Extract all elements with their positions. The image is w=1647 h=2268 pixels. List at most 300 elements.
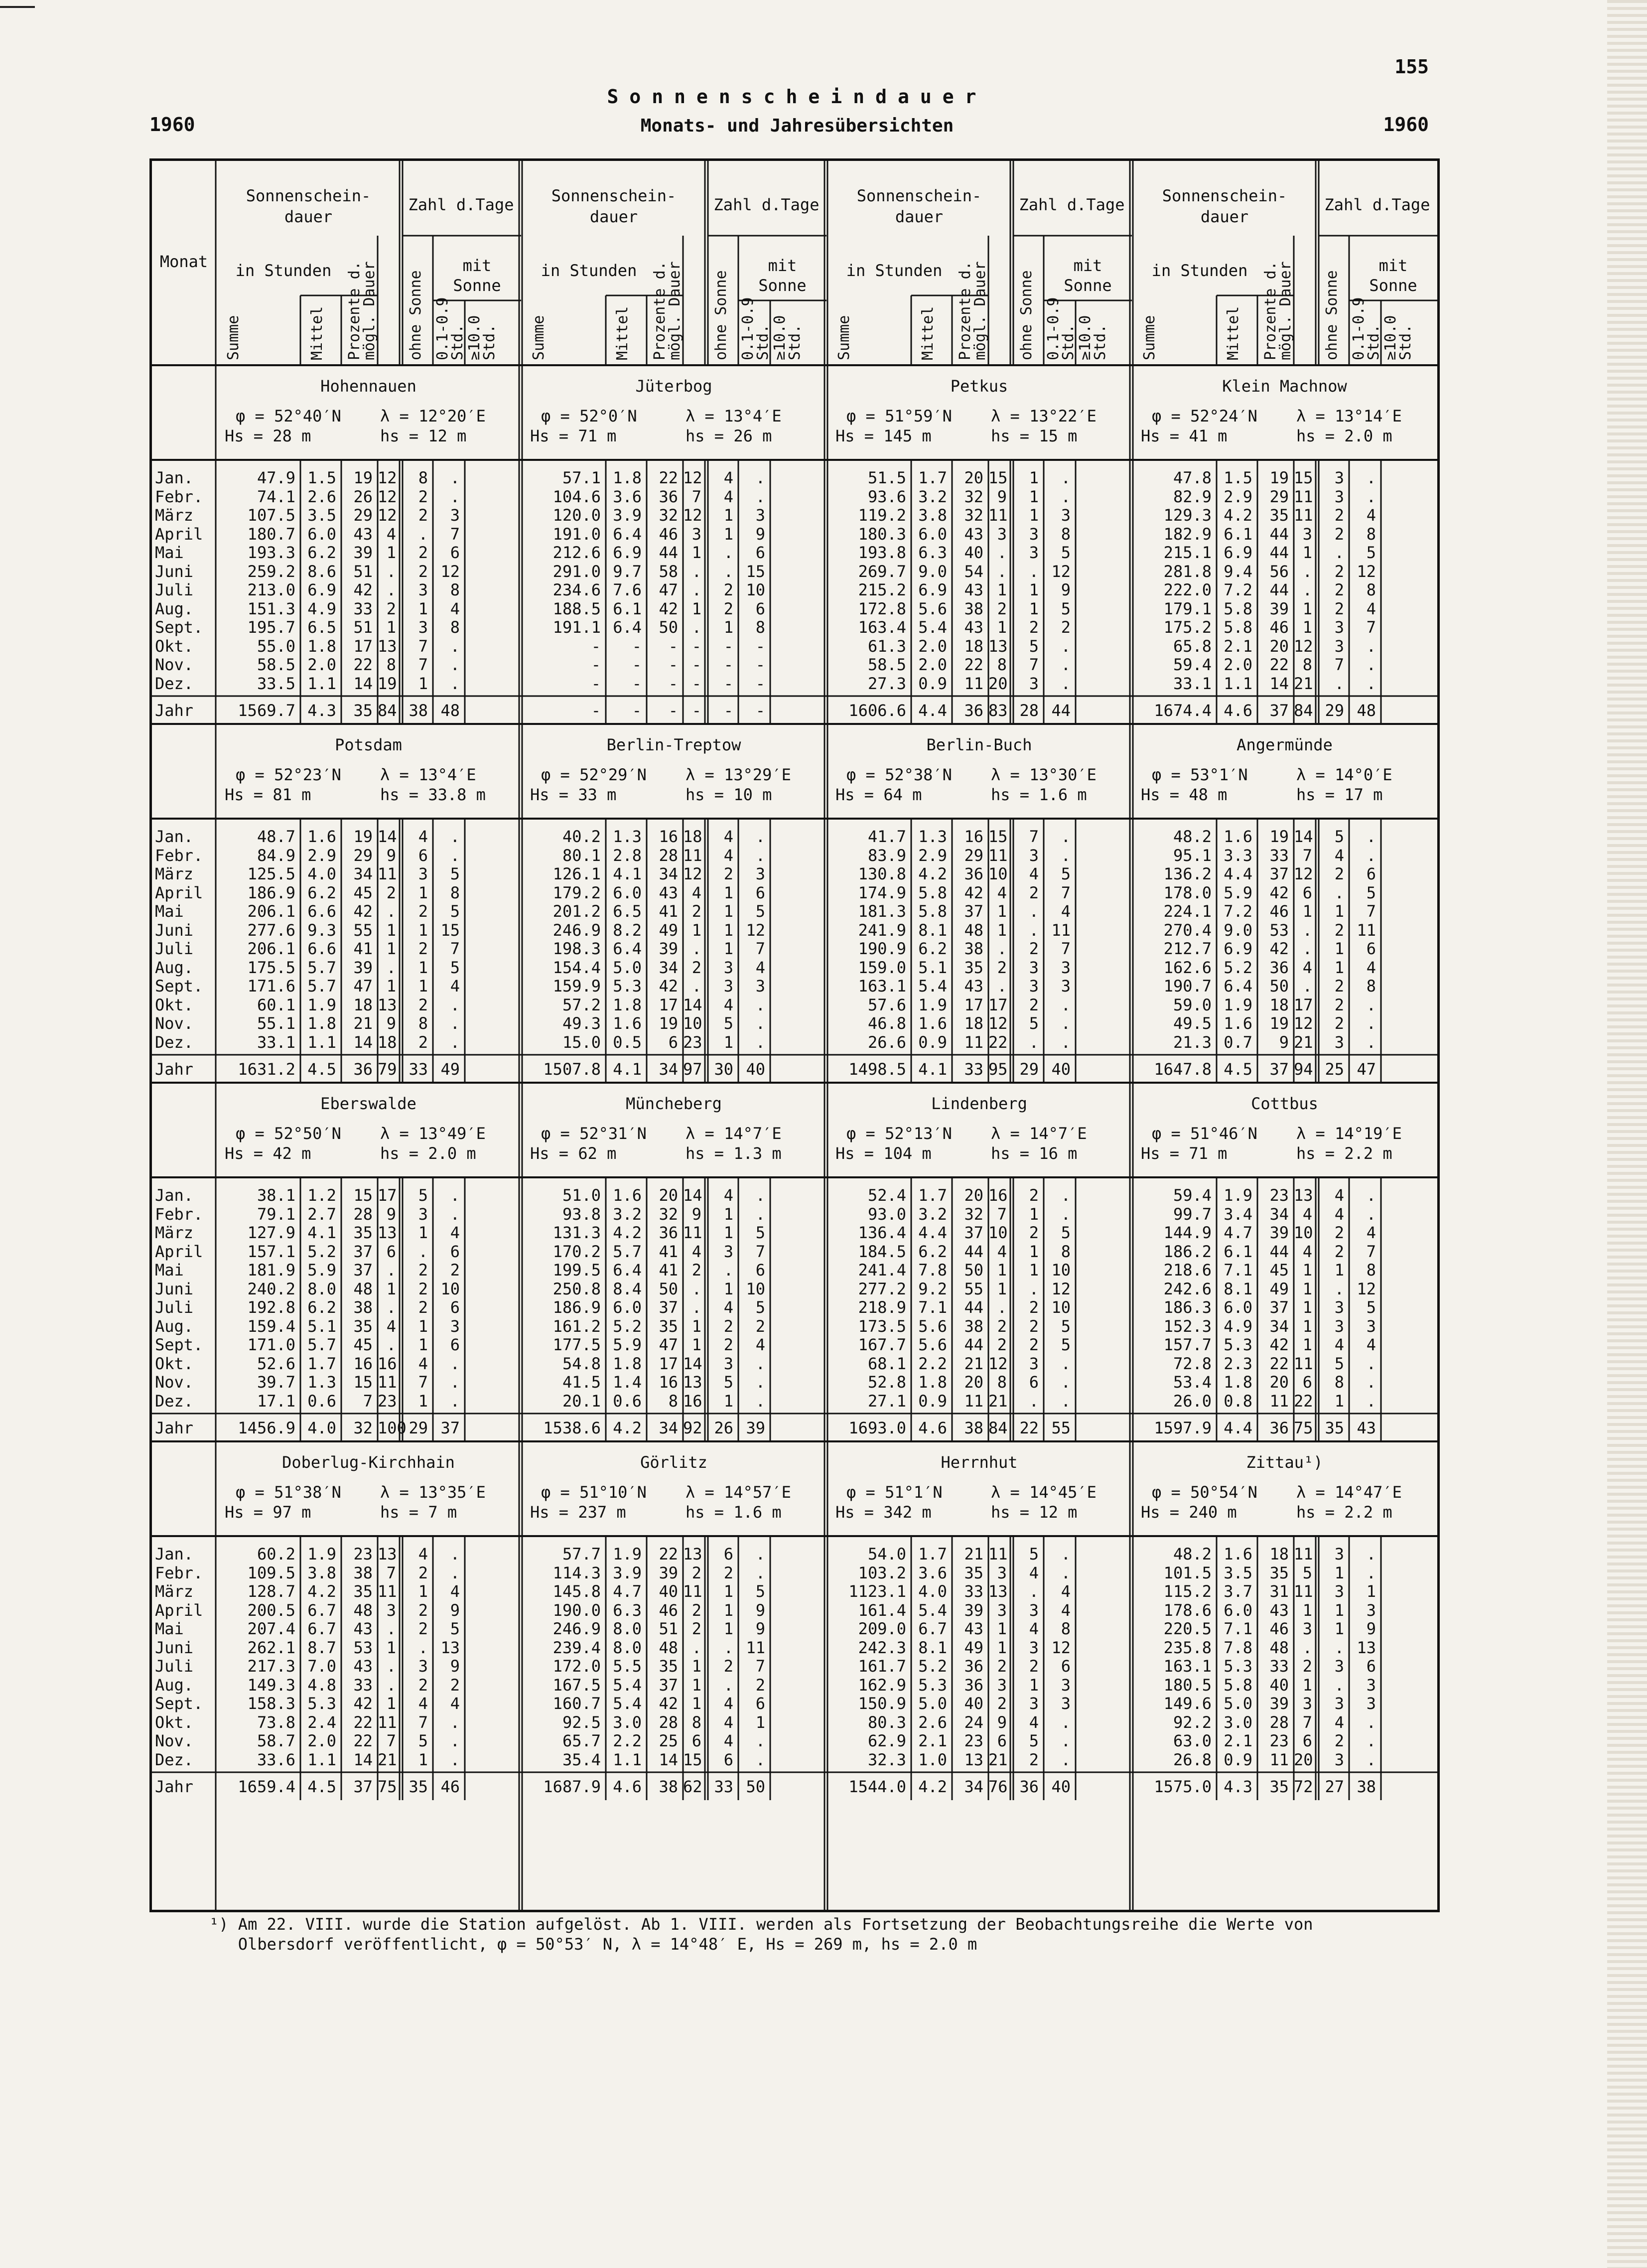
- data-cell: 1: [418, 958, 428, 977]
- data-cell: 15: [683, 1750, 702, 1769]
- data-cell: 1.6: [1224, 1014, 1252, 1033]
- data-cell: 2.8: [613, 846, 642, 865]
- data-cell: 12: [683, 506, 702, 525]
- data-cell: 36: [964, 1675, 983, 1695]
- data-cell: 2: [1334, 1242, 1344, 1261]
- data-cell: 33.5: [257, 674, 295, 693]
- jahr-cell: 4.1: [918, 1060, 947, 1079]
- data-cell: 6: [450, 1242, 460, 1261]
- data-cell: 2: [1029, 1750, 1039, 1769]
- data-cell: 161.2: [552, 1316, 601, 1336]
- data-cell: 191.0: [552, 524, 601, 544]
- data-cell: .: [1366, 1750, 1376, 1769]
- data-cell: 2.1: [1224, 1731, 1252, 1750]
- data-cell: 2: [1302, 1657, 1312, 1676]
- data-cell: 1: [1302, 1261, 1312, 1279]
- month-label: Nov.: [155, 1373, 194, 1392]
- data-cell: 5.0: [1224, 1694, 1252, 1713]
- data-cell: 190.9: [858, 939, 906, 958]
- data-cell: .: [691, 1638, 701, 1657]
- data-cell: 20: [1269, 1373, 1289, 1392]
- jahr-cell: 39: [746, 1418, 765, 1437]
- data-cell: 1: [723, 920, 733, 940]
- station-lambda: λ = 13°49′E: [380, 1124, 486, 1143]
- header-proz2: mögl. Dauer: [666, 261, 684, 360]
- data-cell: 72.8: [1173, 1354, 1212, 1373]
- data-cell: 161.7: [858, 1657, 906, 1676]
- jahr-label: Jahr: [155, 1418, 194, 1437]
- data-cell: 5: [1029, 636, 1039, 656]
- jahr-cell: 35: [1269, 1777, 1289, 1796]
- data-cell: 51.0: [562, 1186, 601, 1205]
- data-cell: .: [755, 468, 765, 487]
- data-cell: 5.9: [613, 1335, 642, 1354]
- station-lambda: λ = 13°30′E: [991, 765, 1097, 784]
- data-cell: 0.9: [918, 674, 947, 693]
- data-cell: 2: [997, 599, 1007, 618]
- data-cell: .: [1029, 902, 1039, 921]
- data-cell: 162.9: [858, 1675, 906, 1695]
- data-cell: 41.5: [562, 1373, 601, 1392]
- data-cell: 11: [964, 1391, 983, 1411]
- header-sonne: Sonne: [1064, 276, 1112, 295]
- data-cell: 200.5: [247, 1600, 295, 1620]
- data-cell: 171.6: [247, 977, 295, 995]
- data-cell: 11: [1357, 920, 1376, 940]
- data-cell: 1: [997, 618, 1007, 637]
- data-cell: 181.9: [247, 1261, 295, 1279]
- station-phi: φ = 51°38′N: [236, 1483, 341, 1502]
- data-cell: 54.0: [867, 1545, 906, 1563]
- data-cell: 5: [1061, 864, 1071, 883]
- jahr-cell: 27: [1325, 1777, 1344, 1796]
- data-cell: .: [723, 1261, 733, 1279]
- jahr-cell: 33: [714, 1777, 733, 1796]
- data-cell: 41: [659, 1242, 678, 1261]
- data-cell: 9: [450, 1657, 460, 1676]
- data-cell: 13: [378, 1223, 397, 1242]
- month-label: Jan.: [155, 827, 194, 846]
- data-cell: 47: [659, 580, 678, 599]
- data-cell: 5.4: [918, 977, 947, 995]
- data-cell: 4: [691, 1242, 701, 1261]
- data-cell: 11: [964, 674, 983, 693]
- data-cell: 3: [755, 506, 765, 525]
- data-cell: 38.1: [257, 1186, 295, 1205]
- data-cell: .: [450, 1014, 460, 1033]
- data-cell: 18: [353, 995, 373, 1014]
- data-cell: 2: [723, 1316, 733, 1336]
- data-cell: 12: [1051, 1279, 1071, 1298]
- data-cell: .: [1366, 1354, 1376, 1373]
- data-cell: 2: [997, 1316, 1007, 1336]
- jahr-cell: 34: [964, 1777, 983, 1796]
- data-cell: 32: [964, 1204, 983, 1224]
- data-cell: 6.2: [307, 1298, 336, 1317]
- header-ohne: ohne Sonne: [712, 270, 730, 360]
- jahr-cell: 34: [659, 1060, 678, 1079]
- data-cell: 4: [1029, 1619, 1039, 1638]
- data-cell: 2: [691, 1600, 701, 1620]
- station-hs: hs = 2.2 m: [1296, 1144, 1392, 1163]
- data-cell: 7: [1061, 883, 1071, 902]
- data-cell: 4: [691, 883, 701, 902]
- data-cell: 291.0: [552, 562, 601, 581]
- data-cell: 177.5: [552, 1335, 601, 1354]
- data-cell: 1: [1302, 1335, 1312, 1354]
- data-cell: 48.2: [1173, 827, 1212, 846]
- data-cell: .: [1334, 674, 1344, 693]
- data-cell: .: [755, 487, 765, 506]
- data-cell: 3: [997, 1675, 1007, 1695]
- data-cell: 12: [1051, 1638, 1071, 1657]
- data-cell: 2: [450, 1261, 460, 1279]
- data-cell: 9: [1366, 1619, 1376, 1638]
- data-cell: 39: [964, 1600, 983, 1620]
- data-cell: 48: [1269, 1638, 1289, 1657]
- header-01a: 0.1-0.9: [739, 297, 757, 360]
- data-cell: 12: [1051, 562, 1071, 581]
- jahr-cell: 4.2: [613, 1418, 642, 1437]
- data-cell: 1: [1029, 468, 1039, 487]
- data-cell: 192.8: [247, 1298, 295, 1317]
- jahr-cell: 4.6: [918, 1418, 947, 1437]
- data-cell: 3: [1061, 506, 1071, 525]
- data-cell: 3.9: [613, 1563, 642, 1582]
- data-cell: 7: [1061, 939, 1071, 958]
- data-cell: 6: [386, 1242, 396, 1261]
- data-cell: 11: [964, 1032, 983, 1052]
- data-cell: 20.1: [562, 1391, 601, 1411]
- data-cell: 1: [997, 580, 1007, 599]
- month-label: Okt.: [155, 636, 194, 656]
- data-cell: 6: [1302, 883, 1312, 902]
- data-cell: .: [1061, 674, 1071, 693]
- data-cell: .: [1366, 827, 1376, 846]
- data-cell: 5: [1366, 883, 1376, 902]
- data-cell: 2: [691, 1563, 701, 1582]
- data-cell: 65.7: [562, 1731, 601, 1750]
- data-cell: 6.0: [613, 1298, 642, 1317]
- station-hs: hs = 33.8 m: [380, 785, 486, 804]
- data-cell: 7: [1334, 655, 1344, 674]
- data-cell: 7: [1302, 846, 1312, 865]
- data-cell: 2: [1029, 1316, 1039, 1336]
- data-cell: 21: [964, 1545, 983, 1563]
- data-cell: 5.3: [1224, 1657, 1252, 1676]
- data-cell: 8.7: [307, 1638, 336, 1657]
- header-10a: ≥10.0: [1382, 315, 1399, 360]
- data-cell: 32: [964, 487, 983, 506]
- data-cell: 5.7: [307, 958, 336, 977]
- data-cell: 6: [755, 883, 765, 902]
- data-cell: 2.6: [918, 1712, 947, 1732]
- station-lambda: λ = 14°0′E: [1296, 765, 1392, 784]
- month-label: Dez.: [155, 674, 194, 693]
- data-cell: 37: [659, 1675, 678, 1695]
- data-cell: 5: [1061, 599, 1071, 618]
- data-cell: 9: [997, 487, 1007, 506]
- data-cell: 5.0: [918, 1694, 947, 1713]
- header-stunden: in Stunden: [541, 261, 637, 280]
- data-cell: 4.0: [918, 1582, 947, 1601]
- data-cell: 7.8: [1224, 1638, 1252, 1657]
- data-cell: 2: [418, 487, 428, 506]
- data-cell: 262.1: [247, 1638, 295, 1657]
- data-cell: 1: [386, 977, 396, 995]
- data-cell: 4.9: [1224, 1316, 1252, 1336]
- data-cell: 95.1: [1173, 846, 1212, 865]
- data-cell: 42: [353, 902, 373, 921]
- header-sonne: Sonne: [453, 276, 501, 295]
- data-cell: 5.3: [613, 977, 642, 995]
- data-cell: 1: [418, 599, 428, 618]
- data-cell: 1: [1029, 1675, 1039, 1695]
- data-cell: 180.5: [1163, 1675, 1212, 1695]
- month-label: Nov.: [155, 655, 194, 674]
- data-cell: .: [1061, 1391, 1071, 1411]
- month-label: Febr.: [155, 846, 203, 865]
- data-cell: 48.7: [257, 827, 295, 846]
- data-cell: 15: [988, 468, 1008, 487]
- data-cell: 14: [378, 827, 397, 846]
- data-cell: 9.0: [1224, 920, 1252, 940]
- data-cell: 4: [418, 827, 428, 846]
- year-left: 1960: [149, 114, 195, 136]
- data-cell: 9: [1061, 580, 1071, 599]
- data-cell: 39.7: [257, 1373, 295, 1392]
- data-cell: 4: [418, 1694, 428, 1713]
- station-phi: φ = 52°38′N: [846, 765, 952, 784]
- data-cell: 1.1: [1224, 674, 1252, 693]
- data-cell: 207.4: [247, 1619, 295, 1638]
- data-cell: 38: [964, 1316, 983, 1336]
- data-cell: 1.5: [307, 468, 336, 487]
- jahr-cell: 38: [1357, 1777, 1376, 1796]
- jahr-cell: 36: [964, 701, 983, 720]
- data-cell: 35.4: [562, 1750, 601, 1769]
- data-cell: 7: [755, 1242, 765, 1261]
- data-cell: 20: [1269, 636, 1289, 656]
- jahr-cell: 46: [440, 1777, 460, 1796]
- data-cell: .: [1366, 846, 1376, 865]
- data-cell: 175.5: [247, 958, 295, 977]
- data-cell: 2: [1029, 1657, 1039, 1676]
- data-cell: 2: [1334, 580, 1344, 599]
- jahr-cell: 1687.9: [543, 1777, 601, 1796]
- data-cell: 6: [450, 1335, 460, 1354]
- header-proz1: Prozente d.: [957, 261, 974, 360]
- jahr-cell: 44: [1051, 701, 1071, 720]
- data-cell: 49: [964, 1638, 983, 1657]
- month-label: Mai: [155, 1261, 184, 1279]
- data-cell: 5.9: [307, 1261, 336, 1279]
- header-mit: mit: [768, 256, 797, 275]
- data-cell: 0.9: [918, 1032, 947, 1052]
- data-cell: 6.0: [918, 524, 947, 544]
- data-cell: 21.3: [1173, 1032, 1212, 1052]
- data-cell: 39: [1269, 1694, 1289, 1713]
- data-cell: 50: [1269, 977, 1289, 995]
- data-cell: 42: [659, 599, 678, 618]
- station-lambda: λ = 13°22′E: [991, 407, 1097, 425]
- month-label: April: [155, 883, 203, 902]
- station-Hs: Hs = 81 m: [225, 785, 311, 804]
- data-cell: 47: [659, 1335, 678, 1354]
- jahr-cell: 4.3: [307, 701, 336, 720]
- data-cell: 22: [1269, 655, 1289, 674]
- jahr-cell: 36: [1019, 1777, 1039, 1796]
- data-cell: 6.4: [613, 618, 642, 637]
- data-cell: 209.0: [858, 1619, 906, 1638]
- data-cell: 4.1: [307, 1223, 336, 1242]
- station-phi: φ = 52°31′N: [541, 1124, 647, 1143]
- station-Hs: Hs = 71 m: [1141, 1144, 1228, 1163]
- data-cell: 6: [723, 1545, 733, 1563]
- data-cell: 3: [1302, 1619, 1312, 1638]
- data-cell: 215.1: [1163, 543, 1212, 562]
- month-label: Dez.: [155, 1032, 194, 1052]
- data-cell: 7: [450, 524, 460, 544]
- data-cell: 2: [1334, 506, 1344, 525]
- data-cell: 240.2: [247, 1279, 295, 1298]
- data-cell: 259.2: [247, 562, 295, 581]
- header-mittel: Mittel: [919, 306, 937, 360]
- jahr-cell: 30: [714, 1060, 733, 1079]
- data-cell: 28: [659, 846, 678, 865]
- data-cell: 13: [378, 995, 397, 1014]
- data-cell: 120.0: [552, 506, 601, 525]
- data-cell: 11: [1294, 1582, 1313, 1601]
- data-cell: 60.2: [257, 1545, 295, 1563]
- data-cell: .: [450, 1750, 460, 1769]
- data-cell: 1: [691, 543, 701, 562]
- data-cell: 11: [683, 1582, 702, 1601]
- data-cell: 5.5: [613, 1657, 642, 1676]
- data-cell: .: [755, 995, 765, 1014]
- data-cell: 3.2: [918, 1204, 947, 1224]
- station-hs: hs = 16 m: [991, 1144, 1078, 1163]
- station-Hs: Hs = 33 m: [530, 785, 617, 804]
- data-cell: 3: [997, 1563, 1007, 1582]
- data-cell: 37: [659, 1298, 678, 1317]
- data-cell: .: [1366, 995, 1376, 1014]
- data-cell: 7: [450, 939, 460, 958]
- data-cell: 27.1: [867, 1391, 906, 1411]
- data-cell: 9: [386, 846, 396, 865]
- data-cell: 92.5: [562, 1712, 601, 1732]
- data-cell: 18: [1269, 995, 1289, 1014]
- jahr-cell: -: [723, 701, 733, 720]
- station-hs: hs = 1.6 m: [991, 785, 1087, 804]
- data-cell: 49.3: [562, 1014, 601, 1033]
- data-cell: 2.0: [307, 1731, 336, 1750]
- data-cell: 20: [964, 1373, 983, 1392]
- data-cell: 26.0: [1173, 1391, 1212, 1411]
- data-cell: 3: [1061, 1694, 1071, 1713]
- data-cell: -: [691, 674, 701, 693]
- data-cell: 2: [1029, 939, 1039, 958]
- jahr-cell: 55: [1051, 1418, 1071, 1437]
- data-cell: 21: [1294, 674, 1313, 693]
- data-cell: 1: [997, 1619, 1007, 1638]
- jahr-cell: 37: [440, 1418, 460, 1437]
- jahr-cell: 29: [409, 1418, 428, 1437]
- data-cell: 3: [1334, 468, 1344, 487]
- data-cell: 171.0: [247, 1335, 295, 1354]
- page-subtitle: Monats- und Jahresübersichten: [640, 116, 954, 136]
- jahr-cell: 1498.5: [848, 1060, 906, 1079]
- data-cell: 93.8: [562, 1204, 601, 1224]
- data-cell: .: [386, 1657, 396, 1676]
- data-cell: 23: [1269, 1731, 1289, 1750]
- station-name: Angermünde: [1236, 735, 1333, 754]
- data-cell: 0.5: [613, 1032, 642, 1052]
- data-cell: .: [386, 1675, 396, 1695]
- data-cell: .: [723, 1638, 733, 1657]
- data-cell: .: [386, 562, 396, 581]
- data-cell: 6.6: [307, 902, 336, 921]
- data-cell: 277.2: [858, 1279, 906, 1298]
- jahr-cell: 22: [1019, 1418, 1039, 1437]
- station-lambda: λ = 14°7′E: [686, 1124, 782, 1143]
- data-cell: 1: [1334, 958, 1344, 977]
- data-cell: 22: [659, 1545, 678, 1563]
- month-label: Sept.: [155, 977, 203, 995]
- data-cell: .: [1366, 1014, 1376, 1033]
- data-cell: 11: [1269, 1750, 1289, 1769]
- data-cell: 4: [450, 1582, 460, 1601]
- station-hs: hs = 2.2 m: [1296, 1503, 1392, 1522]
- data-cell: 3: [418, 864, 428, 883]
- data-cell: 190.7: [1163, 977, 1212, 995]
- data-cell: 7: [386, 1563, 396, 1582]
- data-cell: .: [1061, 636, 1071, 656]
- data-cell: 1: [1302, 1279, 1312, 1298]
- data-cell: 2: [1029, 1223, 1039, 1242]
- data-cell: .: [450, 468, 460, 487]
- data-cell: 5: [755, 1223, 765, 1242]
- top-rule: [0, 6, 35, 8]
- data-cell: 158.3: [247, 1694, 295, 1713]
- station-name: Zittau¹): [1246, 1453, 1323, 1472]
- data-cell: .: [1029, 920, 1039, 940]
- data-cell: 51.5: [867, 468, 906, 487]
- data-cell: 5.1: [918, 958, 947, 977]
- data-cell: 52.4: [867, 1186, 906, 1205]
- data-cell: 5: [1061, 1335, 1071, 1354]
- data-cell: 4: [1366, 599, 1376, 618]
- data-cell: 11: [378, 1582, 397, 1601]
- data-cell: 50: [659, 1279, 678, 1298]
- data-cell: 53.4: [1173, 1373, 1212, 1392]
- data-cell: 18: [964, 1014, 983, 1033]
- data-cell: 43: [964, 580, 983, 599]
- data-cell: 8: [691, 1712, 701, 1732]
- jahr-cell: 75: [1294, 1418, 1313, 1437]
- station-phi: φ = 50°54′N: [1152, 1483, 1257, 1502]
- data-cell: 5.2: [918, 1657, 947, 1676]
- month-label: März: [155, 864, 194, 883]
- data-cell: 2.9: [1224, 487, 1252, 506]
- data-cell: 131.3: [552, 1223, 601, 1242]
- data-cell: 24: [964, 1712, 983, 1732]
- data-cell: .: [691, 618, 701, 637]
- data-cell: .: [691, 939, 701, 958]
- header-dauer-line1: Sonnenschein-: [246, 186, 371, 205]
- data-cell: 1: [418, 674, 428, 693]
- data-cell: 5: [1061, 1223, 1071, 1242]
